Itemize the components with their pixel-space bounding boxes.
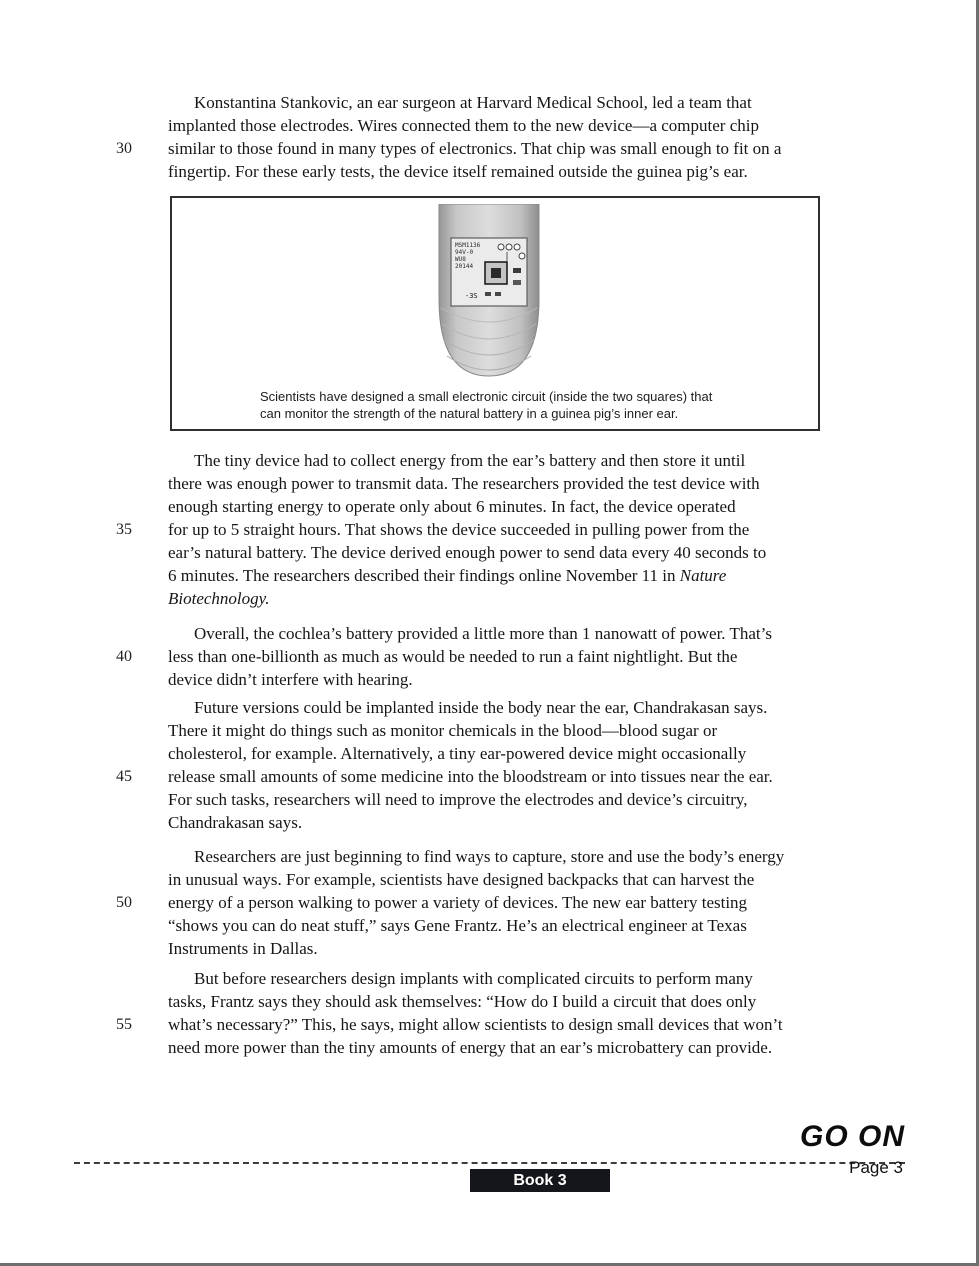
- component: [485, 292, 491, 296]
- figure-caption: [260, 388, 760, 422]
- figure-caption-line: Scientists have designed a small electronic circuit (inside the two squares) that: [260, 389, 713, 404]
- passage-paragraph: [168, 845, 928, 960]
- passage-line: Future versions could be implanted inside the body near the ear, Chandrakasan says.: [194, 698, 768, 717]
- chip-marking: -3S: [465, 292, 478, 300]
- passage-paragraph: [168, 696, 928, 834]
- component: [495, 292, 501, 296]
- passage-line: But before researchers design implants with complicated circuits to perform many: [194, 969, 753, 988]
- passage-line: Overall, the cochlea’s battery provided a little more than 1 nanowatt of power. That’s: [194, 624, 772, 643]
- line-number: 35: [116, 521, 132, 538]
- fingertip-photo: [414, 204, 564, 382]
- passage-paragraph: [168, 449, 928, 610]
- passage-line: enough starting energy to operate only about 6 minutes. In fact, the device operated: [168, 497, 736, 516]
- passage-line: Instruments in Dallas.: [168, 939, 318, 958]
- passage-line: Chandrakasan says.: [168, 813, 303, 832]
- line-number: 30: [116, 140, 132, 157]
- passage-line: [168, 564, 928, 587]
- go-on-label: GO ON: [799, 1120, 905, 1153]
- inner-square-chip: [491, 268, 501, 278]
- solder-pad: [498, 244, 504, 250]
- passage-line: energy of a person walking to power a variety of devices. The new ear battery testing: [168, 893, 748, 912]
- solder-pad: [519, 253, 525, 259]
- passage-line: tasks, Frantz says they should ask themselves: “How do I build a circuit that does only: [168, 992, 757, 1011]
- passage-line: similar to those found in many types of electronics. That chip was small enough to fit on a: [168, 139, 782, 158]
- passage-line: what’s necessary?” This, he says, might allow scientists to design small devices that won’t: [168, 1015, 783, 1034]
- solder-pad: [506, 244, 512, 250]
- passage-line: fingertip. For these early tests, the device itself remained outside the guinea pig’s ear.: [168, 162, 748, 181]
- book-label: Book 3: [470, 1169, 610, 1192]
- passage-paragraph: [168, 91, 928, 183]
- passage-line: ear’s natural battery. The device derived enough power to send data every 40 seconds to: [168, 543, 767, 562]
- dashed-divider: [74, 1162, 905, 1164]
- line-number: 50: [116, 894, 132, 911]
- passage-line: for up to 5 straight hours. That shows the device succeeded in pulling power from the: [168, 520, 750, 539]
- passage-line: The tiny device had to collect energy from the ear’s battery and then store it until: [194, 451, 746, 470]
- passage-line: there was enough power to transmit data. The researchers provided the test device with: [168, 474, 760, 493]
- passage-line: release small amounts of some medicine into the bloodstream or into tissues near the ear.: [168, 767, 773, 786]
- journal-title: Nature: [679, 566, 727, 585]
- chip-marking: WU8: [455, 256, 466, 263]
- passage-line: in unusual ways. For example, scientists have designed backpacks that can harvest the: [168, 870, 755, 889]
- passage-line: implanted those electrodes. Wires connected them to the new device—a computer chip: [168, 116, 759, 135]
- line-number: 40: [116, 648, 132, 665]
- passage-line: device didn’t interfere with hearing.: [168, 670, 413, 689]
- passage-line: [168, 587, 928, 610]
- figure-box: [170, 196, 820, 431]
- page-number-label: Page 3: [849, 1158, 903, 1177]
- passage-line: Researchers are just beginning to find ways to capture, store and use the body’s energy: [194, 847, 785, 866]
- passage-line: cholesterol, for example. Alternatively, a tiny ear-powered device might occasionally: [168, 744, 747, 763]
- chip-marking: 94V-0: [455, 249, 474, 256]
- solder-pad: [514, 244, 520, 250]
- figure-caption-line: can monitor the strength of the natural battery in a guinea pig’s inner ear.: [260, 406, 679, 421]
- component: [513, 280, 521, 285]
- passage-line: need more power than the tiny amounts of energy that an ear’s microbattery can provide.: [168, 1038, 773, 1057]
- line-number: 45: [116, 768, 132, 785]
- component: [513, 268, 521, 273]
- passage-paragraph: [168, 622, 928, 691]
- passage-text: 6 minutes. The researchers described their findings online November 11 in: [168, 566, 680, 585]
- passage-line: There it might do things such as monitor chemicals in the blood—blood sugar or: [168, 721, 718, 740]
- passage-paragraph: [168, 967, 928, 1059]
- passage-line: less than one-billionth as much as would be needed to run a faint nightlight. But the: [168, 647, 738, 666]
- passage-line: Konstantina Stankovic, an ear surgeon at Harvard Medical School, led a team that: [194, 93, 752, 112]
- circuit-board: [451, 238, 527, 306]
- line-number: 55: [116, 1016, 132, 1033]
- journal-title: Biotechnology.: [168, 589, 270, 608]
- chip-marking: 20144: [455, 263, 474, 270]
- passage-line: For such tasks, researchers will need to improve the electrodes and device’s circuitry,: [168, 790, 748, 809]
- passage-line: “shows you can do neat stuff,” says Gene Frantz. He’s an electrical engineer at Texas: [168, 916, 747, 935]
- chip-marking: MSM1136: [455, 242, 481, 249]
